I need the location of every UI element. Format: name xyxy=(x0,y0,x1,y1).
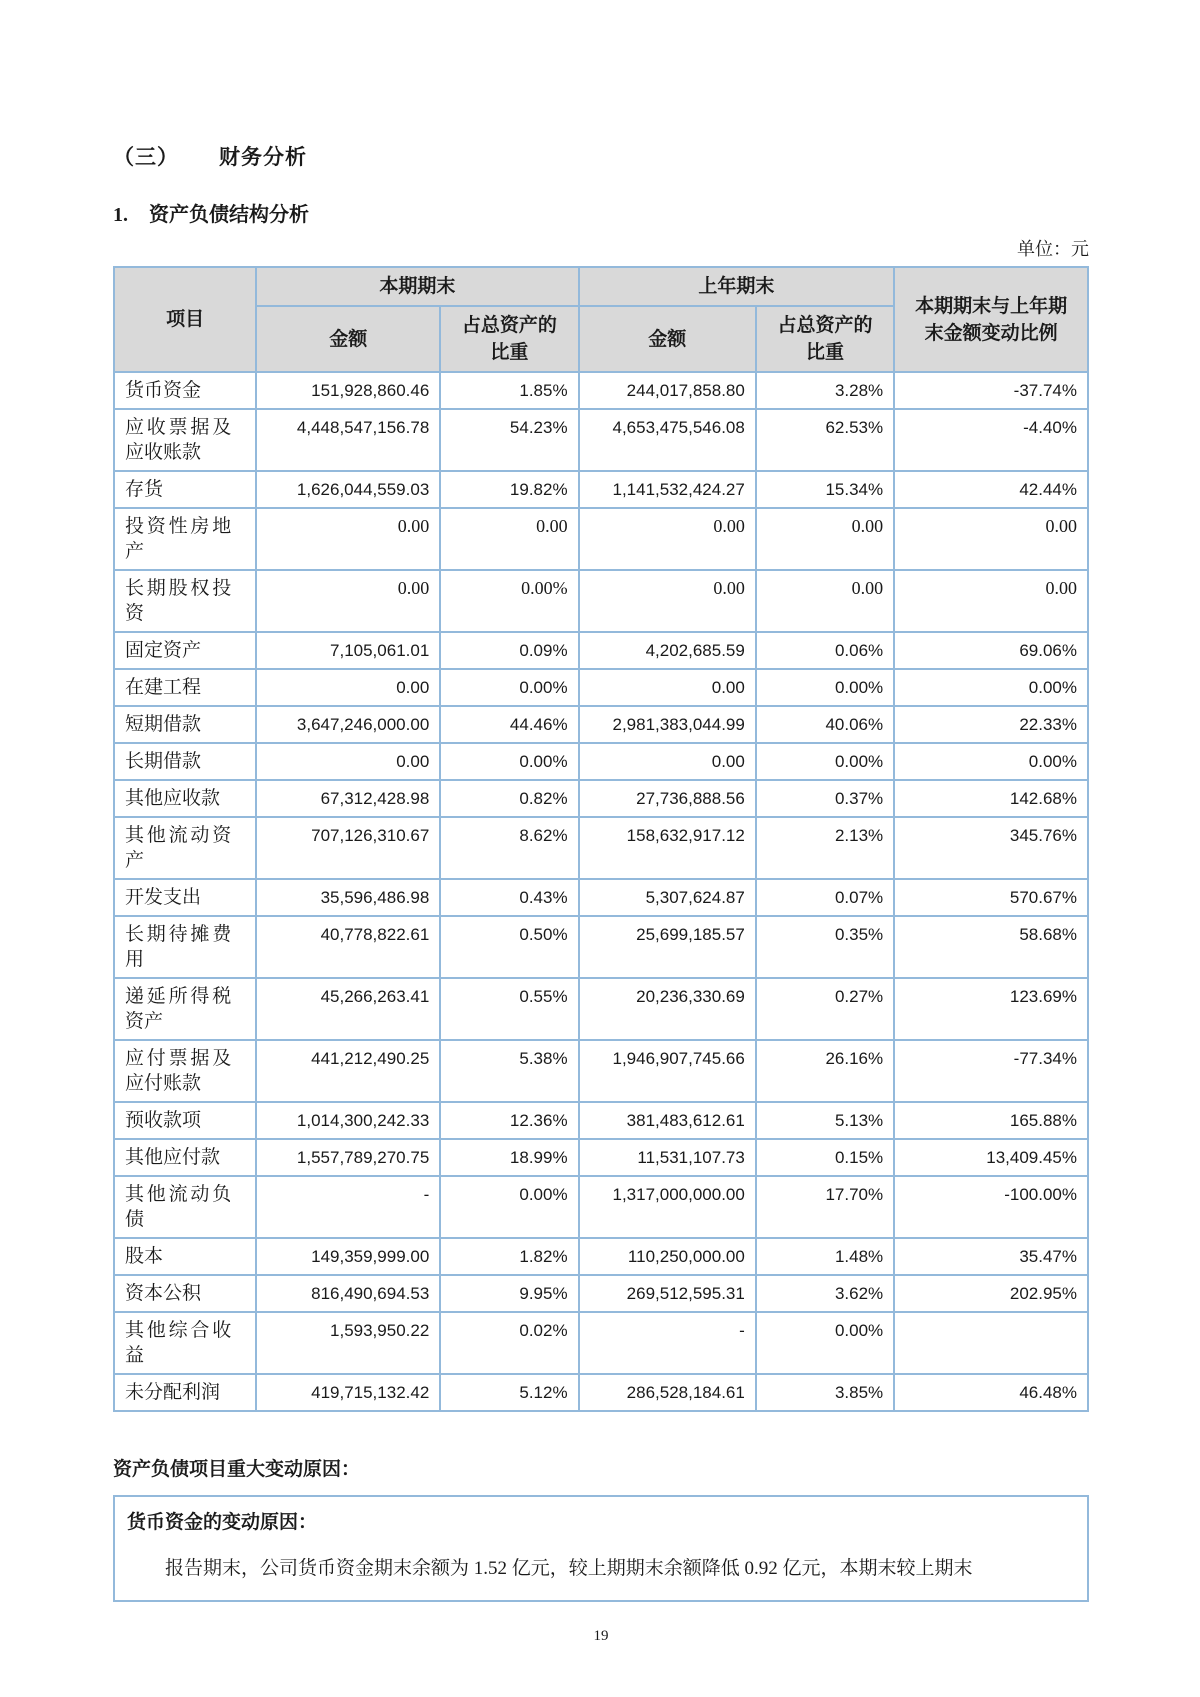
current-amount-cell: 7,105,061.01 xyxy=(256,632,440,669)
header-prior-amount: 金额 xyxy=(579,306,756,372)
table-row xyxy=(114,879,1088,916)
item-cell: 短期借款 xyxy=(114,706,256,743)
section-heading xyxy=(113,141,1089,171)
current-ratio-cell: 0.50% xyxy=(440,916,578,978)
current-ratio-cell: 54.23% xyxy=(440,409,578,471)
current-amount-cell: 1,626,044,559.03 xyxy=(256,471,440,508)
prior-amount-cell: 158,632,917.12 xyxy=(579,817,756,879)
prior-amount-cell: 0.00 xyxy=(579,743,756,780)
header-current-period: 本期期末 xyxy=(256,267,578,306)
current-amount-cell: 149,359,999.00 xyxy=(256,1238,440,1275)
current-amount-cell: 1,593,950.22 xyxy=(256,1312,440,1374)
prior-ratio-cell: 0.07% xyxy=(756,879,894,916)
table-row xyxy=(114,1176,1088,1238)
unit-label: 单位：元 xyxy=(1017,239,1089,259)
change-cell: 22.33% xyxy=(894,706,1088,743)
current-amount-cell: 67,312,428.98 xyxy=(256,780,440,817)
prior-amount-cell: 286,528,184.61 xyxy=(579,1374,756,1411)
current-ratio-cell: 9.95% xyxy=(440,1275,578,1312)
table-row xyxy=(114,1312,1088,1374)
prior-amount-cell: 244,017,858.80 xyxy=(579,372,756,409)
change-cell: 13,409.45% xyxy=(894,1139,1088,1176)
item-cell: 存货 xyxy=(114,471,256,508)
change-cell: 0.00% xyxy=(894,669,1088,706)
change-cell: 35.47% xyxy=(894,1238,1088,1275)
item-cell: 开发支出 xyxy=(114,879,256,916)
header-prior-period: 上年期末 xyxy=(579,267,895,306)
current-amount-cell: 0.00 xyxy=(256,669,440,706)
current-amount-cell: 40,778,822.61 xyxy=(256,916,440,978)
prior-ratio-cell: 0.27% xyxy=(756,978,894,1040)
item-cell: 在建工程 xyxy=(114,669,256,706)
current-amount-cell: 441,212,490.25 xyxy=(256,1040,440,1102)
prior-amount-cell: 1,141,532,424.27 xyxy=(579,471,756,508)
table-row xyxy=(114,1102,1088,1139)
change-cell: 165.88% xyxy=(894,1102,1088,1139)
prior-amount-cell: 5,307,624.87 xyxy=(579,879,756,916)
table-row xyxy=(114,508,1088,570)
prior-ratio-cell: 40.06% xyxy=(756,706,894,743)
current-amount-cell: 35,596,486.98 xyxy=(256,879,440,916)
prior-ratio-cell: 0.37% xyxy=(756,780,894,817)
item-cell: 其他应付款 xyxy=(114,1139,256,1176)
change-cell: 0.00 xyxy=(894,508,1088,570)
current-ratio-cell: 12.36% xyxy=(440,1102,578,1139)
current-amount-cell: 0.00 xyxy=(256,570,440,632)
prior-ratio-cell: 0.00% xyxy=(756,743,894,780)
table-row xyxy=(114,916,1088,978)
prior-ratio-cell: 1.48% xyxy=(756,1238,894,1275)
current-ratio-cell: 0.82% xyxy=(440,780,578,817)
section-title: 财务分析 xyxy=(219,146,307,169)
change-cell: 46.48% xyxy=(894,1374,1088,1411)
change-cell xyxy=(894,1312,1088,1374)
prior-amount-cell: 1,946,907,745.66 xyxy=(579,1040,756,1102)
change-cell: 69.06% xyxy=(894,632,1088,669)
sub-heading xyxy=(113,198,1089,227)
item-cell: 递延所得税资产 xyxy=(114,978,256,1040)
prior-amount-cell: 0.00 xyxy=(579,669,756,706)
current-ratio-cell: 5.12% xyxy=(440,1374,578,1411)
item-cell: 其他流动资产 xyxy=(114,817,256,879)
prior-ratio-cell: 0.00% xyxy=(756,669,894,706)
table-row xyxy=(114,1040,1088,1102)
prior-amount-cell: 2,981,383,044.99 xyxy=(579,706,756,743)
prior-ratio-cell: 62.53% xyxy=(756,409,894,471)
current-amount-cell: 0.00 xyxy=(256,508,440,570)
header-current-amount: 金额 xyxy=(256,306,440,372)
prior-ratio-cell: 17.70% xyxy=(756,1176,894,1238)
prior-amount-cell: 27,736,888.56 xyxy=(579,780,756,817)
item-cell: 固定资产 xyxy=(114,632,256,669)
notes-box-text: 报告期末，公司货币资金期末余额为 1.52 亿元，较上期期末余额降低 0.92 亿元，本期末较上期末 xyxy=(165,1558,973,1579)
item-cell: 投资性房地产 xyxy=(114,508,256,570)
table-row xyxy=(114,706,1088,743)
current-amount-cell: 1,014,300,242.33 xyxy=(256,1102,440,1139)
current-ratio-cell: 0.02% xyxy=(440,1312,578,1374)
item-cell: 其他综合收益 xyxy=(114,1312,256,1374)
change-cell: -100.00% xyxy=(894,1176,1088,1238)
current-ratio-cell: 0.00 xyxy=(440,508,578,570)
item-cell: 长期借款 xyxy=(114,743,256,780)
sub-heading-index: 1. xyxy=(113,204,128,226)
current-amount-cell: 1,557,789,270.75 xyxy=(256,1139,440,1176)
current-ratio-cell: 0.00% xyxy=(440,743,578,780)
current-ratio-cell: 1.85% xyxy=(440,372,578,409)
table-row xyxy=(114,1275,1088,1312)
item-cell: 其他应收款 xyxy=(114,780,256,817)
change-cell: -37.74% xyxy=(894,372,1088,409)
item-cell: 长期股权投资 xyxy=(114,570,256,632)
prior-ratio-cell: 15.34% xyxy=(756,471,894,508)
current-amount-cell: 707,126,310.67 xyxy=(256,817,440,879)
table-row xyxy=(114,471,1088,508)
current-amount-cell: 419,715,132.42 xyxy=(256,1374,440,1411)
table-header xyxy=(114,267,1088,372)
current-ratio-cell: 0.09% xyxy=(440,632,578,669)
current-amount-cell: 816,490,694.53 xyxy=(256,1275,440,1312)
prior-amount-cell: 11,531,107.73 xyxy=(579,1139,756,1176)
prior-ratio-cell: 3.85% xyxy=(756,1374,894,1411)
header-item: 项目 xyxy=(114,267,256,372)
prior-ratio-cell: 3.62% xyxy=(756,1275,894,1312)
table-row xyxy=(114,1238,1088,1275)
current-ratio-cell: 0.55% xyxy=(440,978,578,1040)
header-change: 本期期末与上年期末金额变动比例 xyxy=(894,267,1088,372)
current-ratio-cell: 0.00% xyxy=(440,669,578,706)
notes-heading: 资产负债项目重大变动原因： xyxy=(113,1459,361,1480)
table-row xyxy=(114,632,1088,669)
prior-amount-cell: - xyxy=(579,1312,756,1374)
current-ratio-cell: 0.00% xyxy=(440,570,578,632)
prior-ratio-cell: 0.00 xyxy=(756,508,894,570)
prior-amount-cell: 0.00 xyxy=(579,508,756,570)
prior-ratio-cell: 26.16% xyxy=(756,1040,894,1102)
item-cell: 未分配利润 xyxy=(114,1374,256,1411)
change-cell: 42.44% xyxy=(894,471,1088,508)
item-cell: 应收票据及应收账款 xyxy=(114,409,256,471)
change-cell: 0.00 xyxy=(894,570,1088,632)
item-cell: 货币资金 xyxy=(114,372,256,409)
header-prior-ratio: 占总资产的比重 xyxy=(756,306,894,372)
change-cell: -4.40% xyxy=(894,409,1088,471)
current-amount-cell: - xyxy=(256,1176,440,1238)
current-amount-cell: 4,448,547,156.78 xyxy=(256,409,440,471)
change-cell: 202.95% xyxy=(894,1275,1088,1312)
table-row xyxy=(114,780,1088,817)
prior-ratio-cell: 0.06% xyxy=(756,632,894,669)
prior-amount-cell: 0.00 xyxy=(579,570,756,632)
item-cell: 股本 xyxy=(114,1238,256,1275)
header-current-ratio: 占总资产的比重 xyxy=(440,306,578,372)
prior-ratio-cell: 3.28% xyxy=(756,372,894,409)
table-row xyxy=(114,1374,1088,1411)
change-cell: 123.69% xyxy=(894,978,1088,1040)
prior-amount-cell: 4,653,475,546.08 xyxy=(579,409,756,471)
table-body xyxy=(114,372,1088,1411)
table-row xyxy=(114,669,1088,706)
change-cell: 58.68% xyxy=(894,916,1088,978)
prior-ratio-cell: 0.15% xyxy=(756,1139,894,1176)
table-row xyxy=(114,570,1088,632)
prior-amount-cell: 25,699,185.57 xyxy=(579,916,756,978)
notes-box-title: 货币资金的变动原因： xyxy=(127,1512,318,1533)
change-cell: 570.67% xyxy=(894,879,1088,916)
prior-amount-cell: 269,512,595.31 xyxy=(579,1275,756,1312)
prior-amount-cell: 20,236,330.69 xyxy=(579,978,756,1040)
balance-sheet-table xyxy=(113,266,1089,1412)
prior-amount-cell: 1,317,000,000.00 xyxy=(579,1176,756,1238)
change-cell: 142.68% xyxy=(894,780,1088,817)
current-amount-cell: 151,928,860.46 xyxy=(256,372,440,409)
item-cell: 资本公积 xyxy=(114,1275,256,1312)
current-ratio-cell: 8.62% xyxy=(440,817,578,879)
prior-ratio-cell: 2.13% xyxy=(756,817,894,879)
current-ratio-cell: 0.00% xyxy=(440,1176,578,1238)
table-row xyxy=(114,1139,1088,1176)
notes-box xyxy=(113,1495,1089,1602)
current-ratio-cell: 1.82% xyxy=(440,1238,578,1275)
current-amount-cell: 3,647,246,000.00 xyxy=(256,706,440,743)
current-ratio-cell: 44.46% xyxy=(440,706,578,743)
current-ratio-cell: 18.99% xyxy=(440,1139,578,1176)
change-cell: -77.34% xyxy=(894,1040,1088,1102)
table-row xyxy=(114,372,1088,409)
table-row xyxy=(114,743,1088,780)
table-row xyxy=(114,817,1088,879)
prior-ratio-cell: 0.00 xyxy=(756,570,894,632)
item-cell: 应付票据及应付账款 xyxy=(114,1040,256,1102)
prior-amount-cell: 110,250,000.00 xyxy=(579,1238,756,1275)
current-amount-cell: 0.00 xyxy=(256,743,440,780)
prior-amount-cell: 4,202,685.59 xyxy=(579,632,756,669)
current-ratio-cell: 0.43% xyxy=(440,879,578,916)
prior-amount-cell: 381,483,612.61 xyxy=(579,1102,756,1139)
current-amount-cell: 45,266,263.41 xyxy=(256,978,440,1040)
item-cell: 长期待摊费用 xyxy=(114,916,256,978)
prior-ratio-cell: 5.13% xyxy=(756,1102,894,1139)
change-cell: 0.00% xyxy=(894,743,1088,780)
page-number: 19 xyxy=(593,1628,609,1644)
section-index: （三） xyxy=(113,146,179,169)
item-cell: 预收款项 xyxy=(114,1102,256,1139)
table-row xyxy=(114,978,1088,1040)
sub-heading-title: 资产负债结构分析 xyxy=(149,204,309,226)
item-cell: 其他流动负债 xyxy=(114,1176,256,1238)
prior-ratio-cell: 0.00% xyxy=(756,1312,894,1374)
prior-ratio-cell: 0.35% xyxy=(756,916,894,978)
current-ratio-cell: 19.82% xyxy=(440,471,578,508)
table-row xyxy=(114,409,1088,471)
current-ratio-cell: 5.38% xyxy=(440,1040,578,1102)
header-row-1 xyxy=(114,267,1088,306)
change-cell: 345.76% xyxy=(894,817,1088,879)
